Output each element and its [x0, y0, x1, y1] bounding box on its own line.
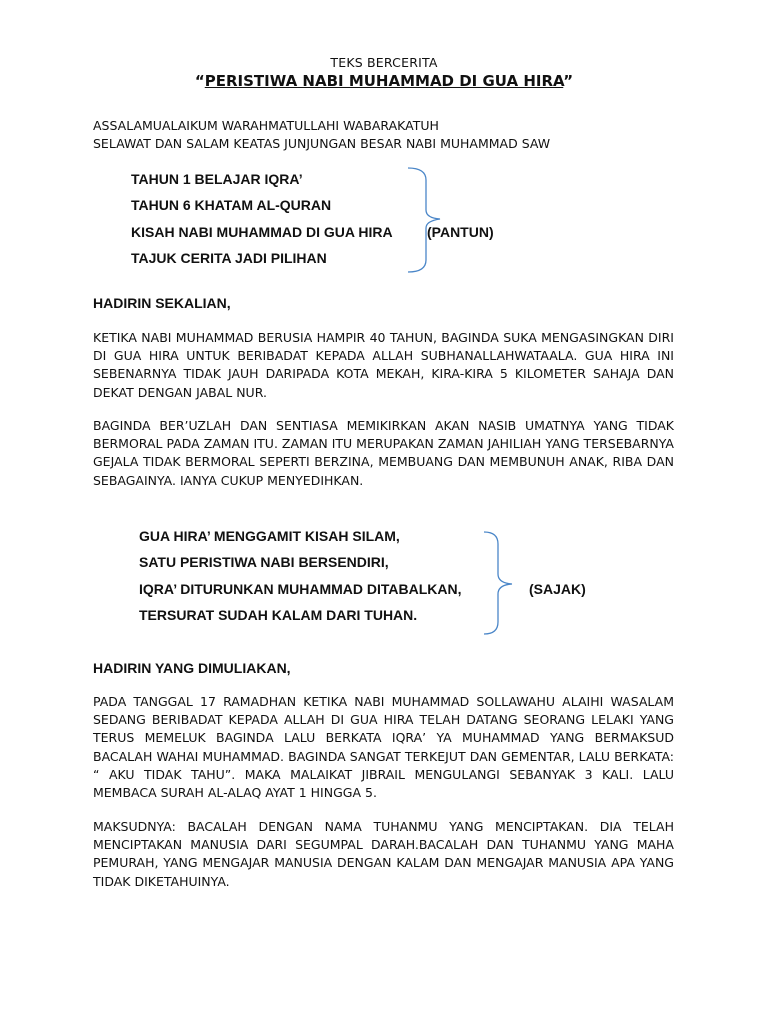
greeting-line: ASSALAMUALAIKUM WARAHMATULLAHI WABARAKATUH	[93, 118, 439, 133]
pantun-line: TAJUK CERITA JADI PILIHAN	[131, 250, 327, 266]
sajak-brace	[480, 530, 520, 638]
sajak-line: GUA HIRA’ MENGGAMIT KISAH SILAM,	[139, 528, 400, 544]
section-heading: HADIRIN YANG DIMULIAKAN,	[93, 660, 291, 676]
greeting-line: SELAWAT DAN SALAM KEATAS JUNJUNGAN BESAR NABI MUHAMMAD SAW	[93, 136, 551, 151]
pantun-brace	[402, 166, 442, 276]
document-title	[0, 72, 768, 90]
sajak-line: SATU PERISTIWA NABI BERSENDIRI,	[139, 554, 389, 570]
section-heading: HADIRIN SEKALIAN,	[93, 295, 231, 311]
pantun-line: KISAH NABI MUHAMMAD DI GUA HIRA	[131, 224, 393, 240]
sajak-line: TERSURAT SUDAH KALAM DARI TUHAN.	[139, 607, 418, 623]
sajak-label: (SAJAK)	[529, 581, 586, 597]
document-subtitle: TEKS BERCERITA	[330, 55, 438, 70]
sajak-line: IQRA’ DITURUNKAN MUHAMMAD DITABALKAN,	[139, 581, 462, 597]
title-close-quote: ”	[563, 72, 574, 90]
paragraph: KETIKA NABI MUHAMMAD BERUSIA HAMPIR 40 TAHUN, BAGINDA SUKA MENGASINGKAN DIRI DI GUA HIRA UNTUK BERIBADAT KEPADA ALLAH SUBHANALLAHWATAALA. GUA HIRA INI SEBENARNYA TIDAK JAUH DARIPADA KOTA MEKAH, KIRA-KIRA 5 KILOMETER SAHAJA DAN DEKAT DENGAN JABAL NUR.	[93, 330, 674, 400]
pantun-line: TAHUN 6 KHATAM AL-QURAN	[131, 197, 332, 213]
pantun-line: TAHUN 1 BELAJAR IQRA’	[131, 171, 303, 187]
title-text: PERISTIWA NABI MUHAMMAD DI GUA HIRA	[204, 72, 564, 90]
title-open-quote: “	[194, 72, 205, 90]
paragraph: MAKSUDNYA: BACALAH DENGAN NAMA TUHANMU YANG MENCIPTAKAN. DIA TELAH MENCIPTAKAN MANUSIA DARI SEGUMPAL DARAH.BACALAH DAN TUHANMU YANG MAHA PEMURAH, YANG MENGAJAR MANUSIA DENGAN KALAM DAN MENGAJAR MANUSIA APA YANG TIDAK DIKETAHUINYA.	[93, 819, 674, 889]
paragraph: BAGINDA BER’UZLAH DAN SENTIASA MEMIKIRKAN AKAN NASIB UMATNYA YANG TIDAK BERMORAL PADA ZAMAN ITU. ZAMAN ITU MERUPAKAN ZAMAN JAHILIAH YANG TERSEBARNYA GEJALA TIDAK BERMORAL SEPERTI BERZINA, MEMBUANG DAN MEMBUNUH ANAK, RIBA DAN SEBAGAINYA. IANYA CUKUP MENYEDIHKAN.	[93, 418, 674, 488]
paragraph: PADA TANGGAL 17 RAMADHAN KETIKA NABI MUHAMMAD SOLLAWAHU ALAIHI WASALAM SEDANG BERIBADAT KEPADA ALLAH DI GUA HIRA TELAH DATANG SEORANG LELAKI YANG TERUS MEMELUK BAGINDA LALU BERKATA IQRA’ YA MUHAMMAD YANG BERMAKSUD BACALAH WAHAI MUHAMMAD. BAGINDA SANGAT TERKEJUT DAN GEMENTAR, LALU BERKATA: “ AKU TIDAK TAHU”. MAKA MALAIKAT JIBRAIL MENGULANGI SEBANYAK 3 KALI. LALU MEMBACA SURAH AL-ALAQ AYAT 1 HINGGA 5.	[93, 694, 674, 801]
pantun-label: (PANTUN)	[427, 224, 494, 240]
